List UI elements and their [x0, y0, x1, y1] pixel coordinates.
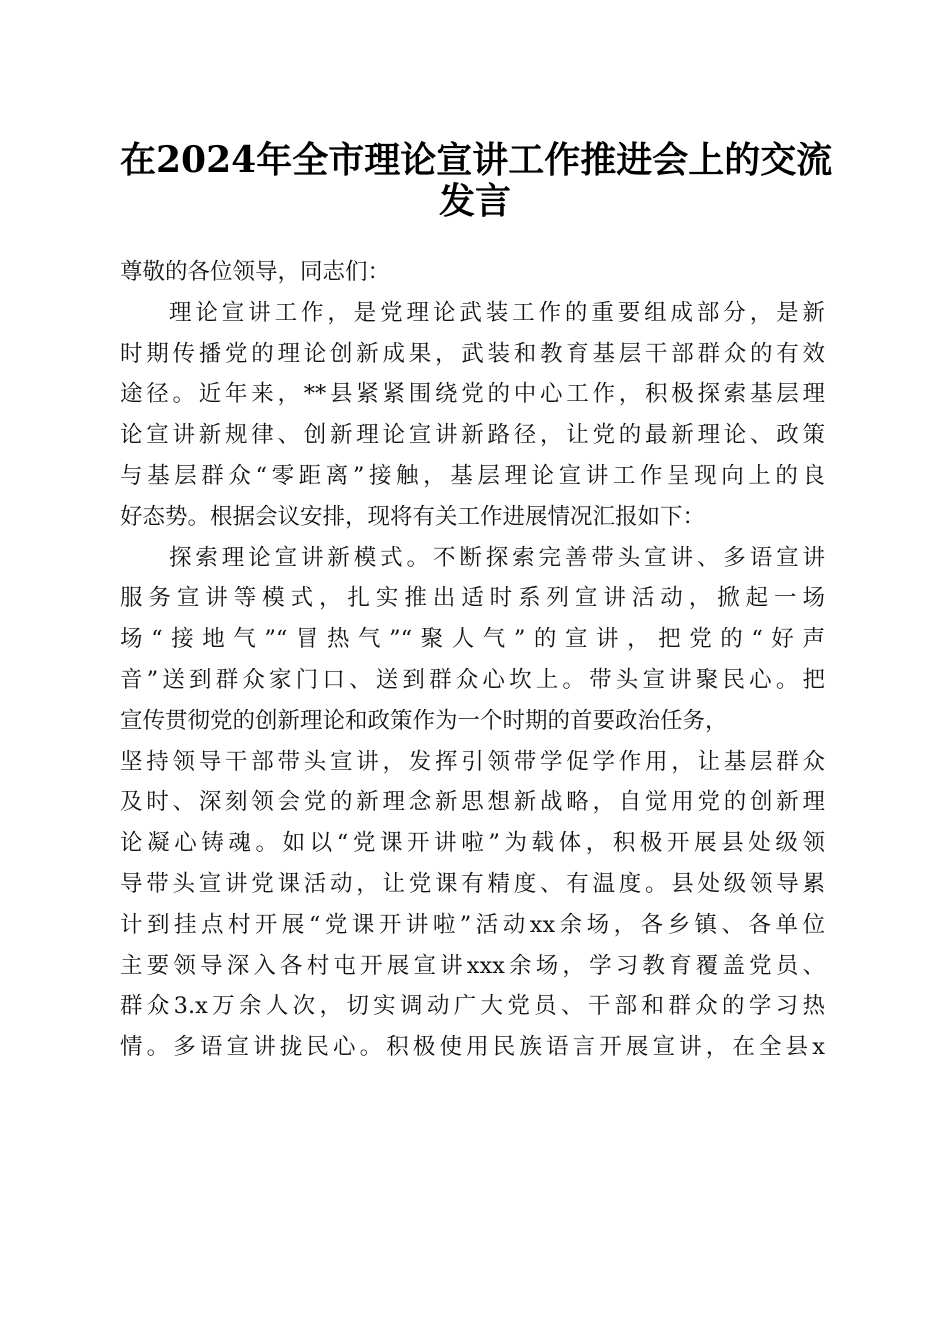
title-line: 发言 — [438, 179, 511, 222]
text-line: 音”送到群众家门口、送到群众心坎上。带头宣讲聚民心。把 — [120, 666, 825, 693]
text-line: 及时、深刻领会党的新理念新思想新战略，自觉用党的创新理 — [120, 789, 825, 816]
text-line: 情。多语宣讲拢民心。积极使用民族语言开展宣讲，在全县x — [120, 1034, 825, 1061]
text-line: 场“接地气”“冒热气”“聚人气”的宣讲，把党的“好声 — [120, 626, 825, 653]
text-line: 时期传播党的理论创新成果，武装和教育基层干部群众的有效 — [120, 340, 825, 367]
text-line: 探索理论宣讲新模式。不断探索完善带头宣讲、多语宣讲 — [169, 544, 825, 571]
text-line: 群众3.x万余人次，切实调动广大党员、干部和群众的学习热 — [120, 993, 825, 1020]
text-line: 论宣讲新规律、创新理论宣讲新路径，让党的最新理论、政策 — [120, 422, 825, 449]
paragraph-1 — [120, 293, 825, 538]
document-title — [120, 136, 833, 222]
document-body — [120, 252, 825, 1068]
text-line: 宣传贯彻党的创新理论和政策作为一个时期的首要政治任务， — [120, 707, 728, 734]
text-line: 服务宣讲等模式，扎实推出适时系列宣讲活动，掀起一场 — [120, 585, 825, 612]
paragraph-2 — [120, 538, 825, 1068]
text-line: 坚持领导干部带头宣讲，发挥引领带学促学作用，让基层群众 — [120, 748, 825, 775]
salutation: 尊敬的各位领导，同志们： — [120, 259, 391, 285]
text-line: 理论宣讲工作，是党理论武装工作的重要组成部分，是新 — [169, 299, 825, 326]
text-line: 途径。近年来，**县紧紧围绕党的中心工作，积极探索基层理 — [120, 381, 825, 408]
text-line: 与基层群众“零距离”接触，基层理论宣讲工作呈现向上的良 — [120, 462, 825, 489]
text-line: 好态势。根据会议安排，现将有关工作进展情况汇报如下： — [120, 503, 706, 530]
text-line: 论凝心铸魂。如以“党课开讲啦”为载体，积极开展县处级领 — [120, 830, 825, 857]
text-line: 导带头宣讲党课活动，让党课有精度、有温度。县处级领导累 — [120, 870, 825, 897]
text-line: 主要领导深入各村屯开展宣讲xxx余场，学习教育覆盖党员、 — [120, 952, 825, 979]
text-line: 计到挂点村开展“党课开讲啦”活动xx余场，各乡镇、各单位 — [120, 911, 825, 938]
title-line: 在2024年全市理论宣讲工作推进会上的交流 — [120, 139, 833, 181]
